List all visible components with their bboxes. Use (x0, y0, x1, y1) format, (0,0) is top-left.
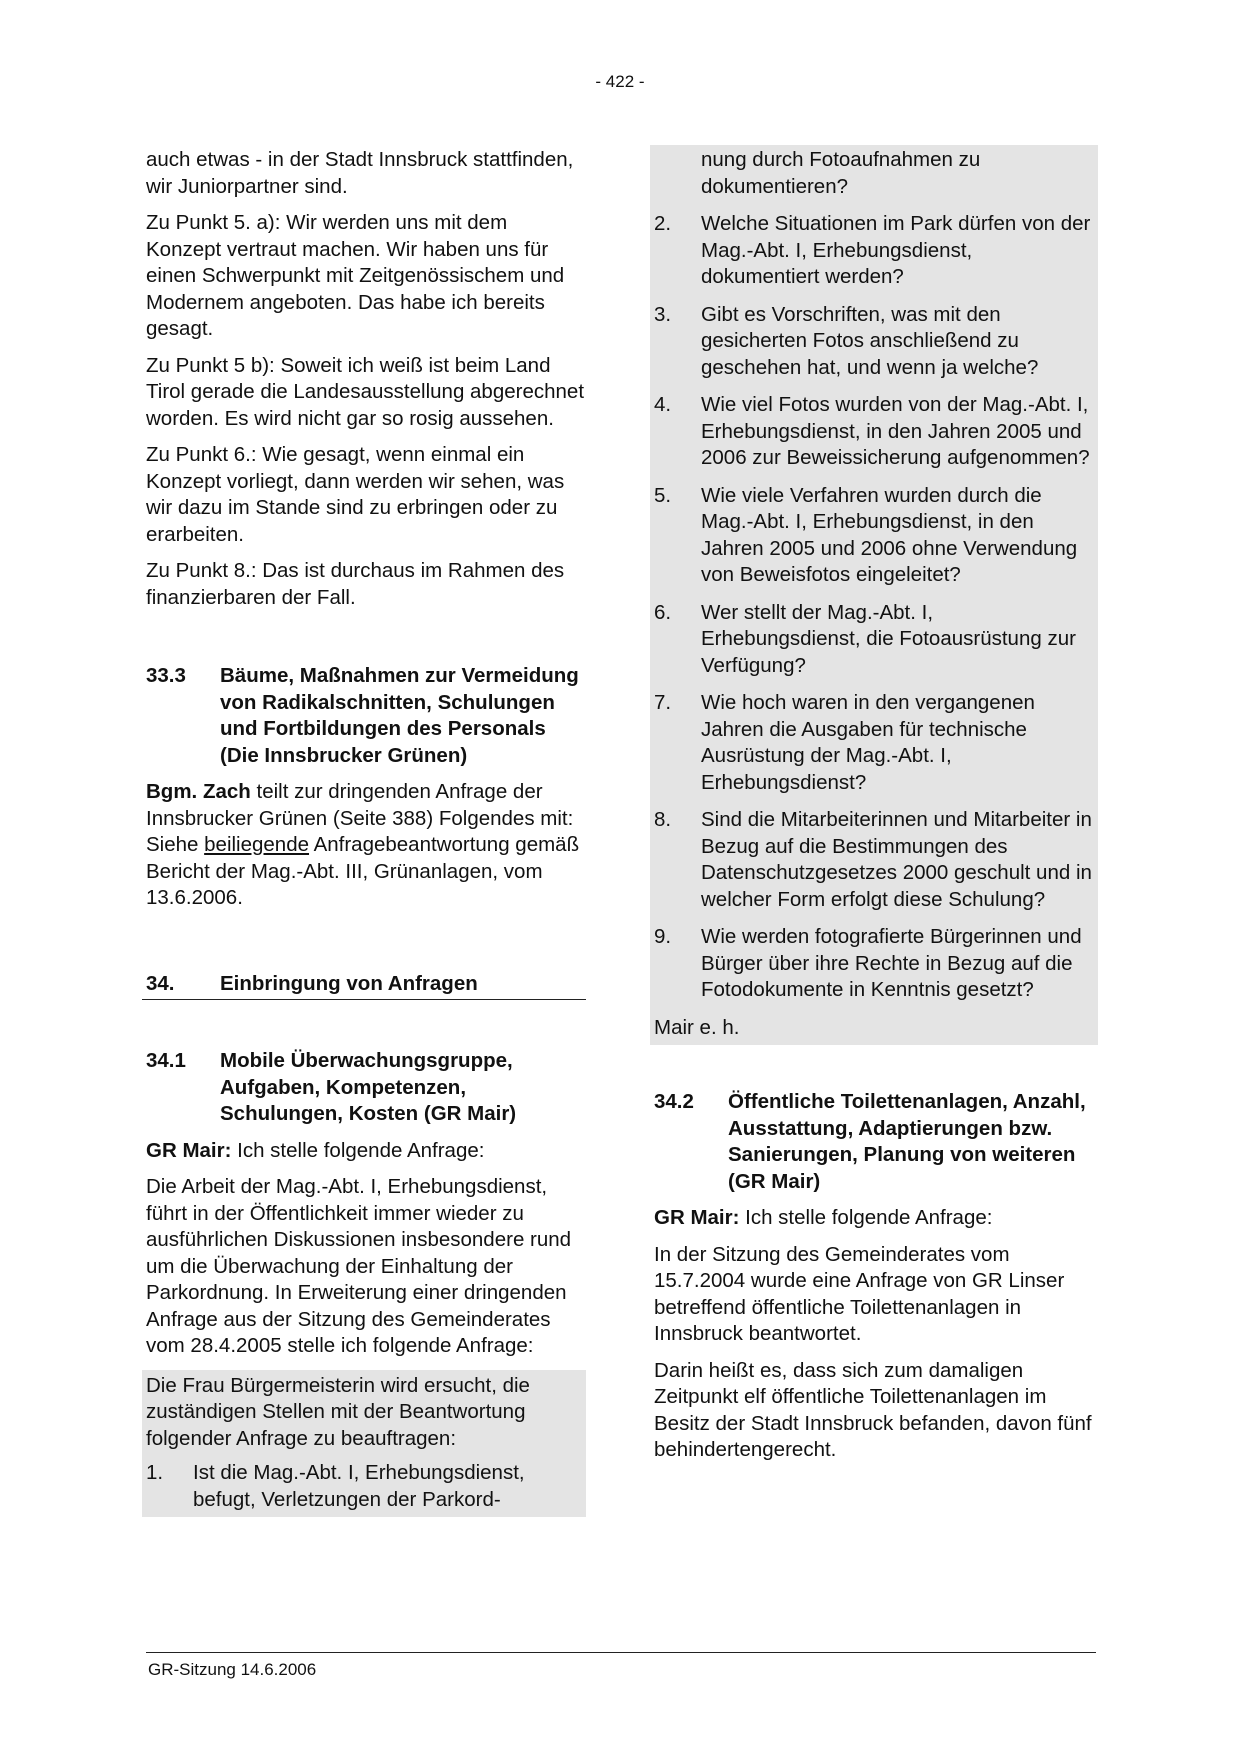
section-heading-34 (142, 971, 586, 1001)
left-column (146, 147, 586, 1517)
item-text: Gibt es Vorschriften, was mit den gesicherten Fotos anschließend zu geschehen hat, und wenn ja welche? (701, 302, 1039, 379)
signature: Mair e. h. (654, 1015, 740, 1039)
item-text: Wie viele Verfahren wurden durch die Mag.-Abt. I, Erhebungsdienst, in den Jahren 2005 und 2006 ohne Verwendung von Beweisfotos eingeleitet? (701, 483, 1078, 586)
section-number: 34.1 (146, 1049, 186, 1072)
section-heading-34-2 (654, 1089, 1094, 1195)
paragraph: Zu Punkt 6.: Wie gesagt, wenn einmal ein Konzept vorliegt, dann werden wir sehen, was wir dazu im Stande sind zu erbringen oder zu erarbeiten. (146, 443, 565, 546)
item-text: nung durch Fotoaufnahmen zu dokumentieren? (701, 148, 981, 198)
list-item (654, 807, 1094, 913)
item-text: Wer stellt der Mag.-Abt. I, Erhebungsdienst, die Fotoausrüstung zur Verfügung? (701, 600, 1076, 677)
list-item (654, 392, 1094, 472)
item-text: Ist die Mag.-Abt. I, Erhebungsdienst, befugt, Verletzungen der Parkord- (193, 1461, 525, 1511)
section-number: 33.3 (146, 664, 186, 687)
paragraph: Zu Punkt 5. a): Wir werden uns mit dem Konzept vertraut machen. Wir haben uns für einen Schwerpunkt mit Zeitgenössischem und Modernem angeboten. Das habe ich bereits gesagt. (146, 211, 565, 340)
request-box-continued (650, 145, 1098, 1045)
list-item (654, 302, 1094, 382)
item-text: Wie werden fotografierte Bürgerinnen und Bürger über ihre Rechte in Bezug auf die Fotodokumente in Kenntnis gesetzt? (701, 925, 1082, 1001)
page-number: - 422 - (595, 72, 645, 91)
section-heading-33-3 (146, 663, 586, 769)
section-title: Bäume, Maßnahmen zur Vermeidung von Radikalschnitten, Schulungen und Fortbildungen des Personals (Die Innsbrucker Grünen) (220, 664, 579, 767)
item-number: 1. (146, 1461, 164, 1484)
footer-text: GR-Sitzung 14.6.2006 (148, 1660, 317, 1679)
footer-divider (146, 1652, 1096, 1653)
list-item (654, 690, 1094, 796)
paragraph: GR Mair: Ich stelle folgende Anfrage: (146, 1138, 485, 1162)
speaker-name: Bgm. Zach (146, 780, 251, 803)
item-number: 4. (654, 393, 672, 416)
list-item (654, 924, 1094, 1004)
list-item (654, 483, 1094, 589)
paragraph: Bgm. Zach teilt zur dringenden Anfrage der Innsbrucker Grünen (Seite 388) Folgendes mit: Siehe beiliegende Anfragebeantwortung gemäß Bericht der Mag.-Abt. III, Grünanlagen, vom 13.6.2006. (146, 780, 580, 909)
list-item (654, 600, 1094, 680)
section-title: Öffentliche Toilettenanlagen, Anzahl, Ausstattung, Adaptierungen bzw. Sanierungen, Planung von weiteren (GR Mair) (728, 1090, 1086, 1193)
item-text: Welche Situationen im Park dürfen von der Mag.-Abt. I, Erhebungsdienst, dokumentiert werden? (701, 212, 1091, 288)
paragraph: Zu Punkt 8.: Das ist durchaus im Rahmen des finanzierbaren der Fall. (146, 559, 565, 609)
speaker-name: GR Mair: (654, 1206, 740, 1229)
paragraph: Darin heißt es, dass sich zum damaligen Zeitpunkt elf öffentliche Toilettenanlagen im Besitz der Stadt Innsbruck befanden, davon fünf behindertengerecht. (654, 1358, 1092, 1461)
list-item (654, 147, 1094, 200)
item-number: 5. (654, 483, 672, 507)
item-text: Wie hoch waren in den vergangenen Jahren die Ausgaben für technische Ausrüstung der Mag.-Abt. I, Erhebungsdienst? (701, 691, 1035, 794)
paragraph: In der Sitzung des Gemeinderates vom 15.7.2004 wurde eine Anfrage von GR Linser betreffend öffentliche Toilettenanlagen in Innsbruck beantwortet. (654, 1242, 1065, 1345)
item-number: 6. (654, 600, 672, 624)
section-heading-34-1 (146, 1048, 586, 1128)
attachment-link[interactable]: beiliegende (204, 833, 310, 856)
list-item (146, 1460, 582, 1513)
section-title: Mobile Überwachungsgruppe, Aufgaben, Kompetenzen, Schulungen, Kosten (GR Mair) (220, 1049, 517, 1125)
item-number: 2. (654, 212, 672, 235)
request-box-start (142, 1370, 586, 1518)
list-item (654, 211, 1094, 291)
section-number: 34.2 (654, 1090, 694, 1113)
speaker-name: GR Mair: (146, 1138, 232, 1162)
paragraph: auch etwas - in der Stadt Innsbruck stattfinden, wir Juniorpartner sind. (146, 148, 574, 198)
item-number: 9. (654, 925, 672, 948)
item-text: Wie viel Fotos wurden von der Mag.-Abt. I, Erhebungsdienst, in den Jahren 2005 und 2006 zur Beweissicherung aufgenommen? (701, 393, 1090, 469)
paragraph: GR Mair: Ich stelle folgende Anfrage: (654, 1206, 993, 1229)
right-column (654, 145, 1094, 1474)
section-number: 34. (146, 971, 175, 995)
item-text: Sind die Mitarbeiterinnen und Mitarbeiter in Bezug auf die Bestimmungen des Datenschutzgesetzes 2000 geschult und in welcher Form erfolgt diese Schulung? (701, 808, 1092, 911)
section-title: Einbringung von Anfragen (220, 971, 478, 995)
paragraph: Die Frau Bürgermeisterin wird ersucht, die zuständigen Stellen mit der Beantwortung folgender Anfrage zu beauftragen: (146, 1373, 530, 1450)
item-number: 3. (654, 302, 672, 326)
paragraph: Zu Punkt 5 b): Soweit ich weiß ist beim Land Tirol gerade die Landesausstellung abgerechnet worden. Es wird nicht gar so rosig aussehen. (146, 353, 585, 430)
item-number: 8. (654, 808, 672, 831)
item-number: 7. (654, 691, 672, 714)
paragraph: Die Arbeit der Mag.-Abt. I, Erhebungsdienst, führt in der Öffentlichkeit immer wieder zu ausführlichen Diskussionen insbesondere rund um die Überwachung der Einhaltung der Parkordnung. In Erweiterung einer dringenden Anfrage aus der Sitzung des Gemeinderates vom 28.4.2005 stelle ich folgende Anfrage: (146, 1175, 572, 1357)
